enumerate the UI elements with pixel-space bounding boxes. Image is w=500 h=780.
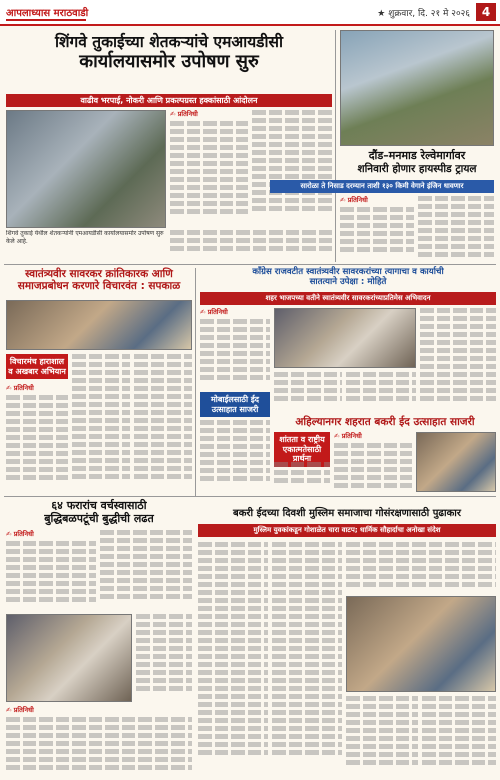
story1-column-2	[252, 110, 332, 228]
story4-column-1b	[200, 420, 270, 492]
brand-underline	[6, 19, 86, 21]
story4-deck: शहर भाजपच्या वतीने स्वातंत्र्यवीर सावरकरांच्याप्रतिमेस अभिवादन	[200, 292, 496, 305]
story5-photo	[416, 432, 496, 492]
story7-deck: मुस्लिम युवकांकडून गोशाळेत चारा वाटप; धार्मिक सौहार्दाचा अनोखा संदेश	[198, 524, 496, 537]
story1-column-3	[170, 230, 332, 260]
story2-byline: ✍ प्रतिनिधी	[340, 196, 368, 204]
story1-headline: शिंगवे तुकाईच्या शेतकऱ्यांचे एमआयडीसी कार्यालयासमोर उपोषण सुरु	[55, 33, 283, 72]
section-rule-2	[4, 496, 496, 497]
story4-photo	[274, 308, 416, 368]
story7-photo-1	[6, 614, 132, 702]
column-rule-2	[195, 268, 196, 496]
story3-box: विचारमंच हाराशाल व अखबार अभियान	[6, 354, 68, 379]
story2-railway-photo	[340, 30, 494, 146]
story6-column-2	[100, 530, 192, 610]
story1-byline: ✍ प्रतिनिधी	[170, 110, 198, 118]
column-rule	[335, 30, 336, 262]
story5-headline: अहिल्यानगर शहरात बकरी ईद उत्साहात साजरी	[295, 416, 475, 428]
story5-box: शांतता व राष्ट्रीय एकात्मतेसाठी प्रार्थना	[274, 432, 330, 467]
story3-headline: स्वातंत्र्यवीर सावरकर क्रांतिकारक आणि समाजप्रबोधन करणारे विचारवंत : सपकाळ	[17, 268, 181, 293]
story6-byline: ✍ प्रतिनिधी	[6, 530, 34, 538]
story1-deck: वाढीव भरपाई, नोकरी आणि प्रकल्पग्रस्त हक्कांसाठी आंदोलन	[6, 94, 332, 107]
story5-column-2	[274, 462, 330, 492]
story2-headline: दौंड–मनमाड रेल्वेमार्गावर शनिवारी होणार हायस्पीड ट्रायल	[357, 149, 477, 175]
story1-caption: शिंगवे तुकाई येथील शेतकऱ्यांनी एमआयडीसी कार्यालयासमोर उपोषण सुरु केले आहे.	[6, 230, 164, 245]
story7-column-4	[272, 542, 342, 776]
story7-byline: ✍ प्रतिनिधी	[6, 706, 34, 714]
story7-column-3	[198, 542, 268, 776]
story5-column-1	[334, 432, 412, 492]
story4-column-1	[200, 308, 270, 390]
story4-column-4	[420, 308, 496, 414]
story7-column-7	[422, 696, 496, 776]
masthead	[0, 0, 500, 26]
story2-column-2	[418, 196, 494, 262]
story2-column-1	[340, 196, 414, 262]
story7-column-2	[136, 614, 192, 702]
story7-column-5	[346, 542, 496, 592]
story4-column-3	[346, 372, 416, 414]
story4-column-2	[274, 372, 342, 414]
story7-photo-2	[346, 596, 496, 692]
story4-box: मोबाईलसाठी ईद उत्साहात साजरी	[200, 392, 270, 417]
section-rule-1	[4, 264, 496, 265]
story4-byline: ✍ प्रतिनिधी	[200, 308, 228, 316]
story3-byline: ✍ प्रतिनिधी	[6, 384, 34, 392]
brand-name: आपलाध्यास मराठवाडी	[6, 8, 89, 19]
story7-column-6	[346, 696, 418, 776]
story1-column-1	[170, 110, 248, 228]
story7-column-1	[6, 706, 192, 776]
issue-date: ★ शुक्रवार, दि. २१ मे २०२६	[377, 9, 470, 19]
story3-column-3	[134, 354, 192, 490]
story1-photo	[6, 110, 166, 228]
story3-column-1	[6, 384, 68, 490]
story6-headline: ६४ फरारांच वर्चस्वासाठी बुद्धिबळपटूंची बुद्धीची लढत	[44, 499, 154, 525]
story3-column-2	[72, 354, 130, 490]
page-number: 4	[476, 3, 496, 21]
story2-deck: सारोळा ते निसाड दरम्यान ताशी १३० किमी वेगाने इंजिन धावणार	[270, 180, 494, 193]
story5-byline: ✍ प्रतिनिधी	[334, 432, 362, 440]
story3-photo	[6, 300, 192, 350]
story4-headline: काँग्रेस राजवटीत स्वातंत्र्यवीर सावरकरांच्या त्यागाचा व कार्याची सातत्याने उपेक्षा : मोहिते	[252, 267, 444, 287]
story6-column-1	[6, 530, 96, 610]
story7-headline: बकरी ईदच्या दिवशी मुस्लिम समाजाचा गोसंरक्षणासाठी पुढाकार	[233, 508, 461, 519]
